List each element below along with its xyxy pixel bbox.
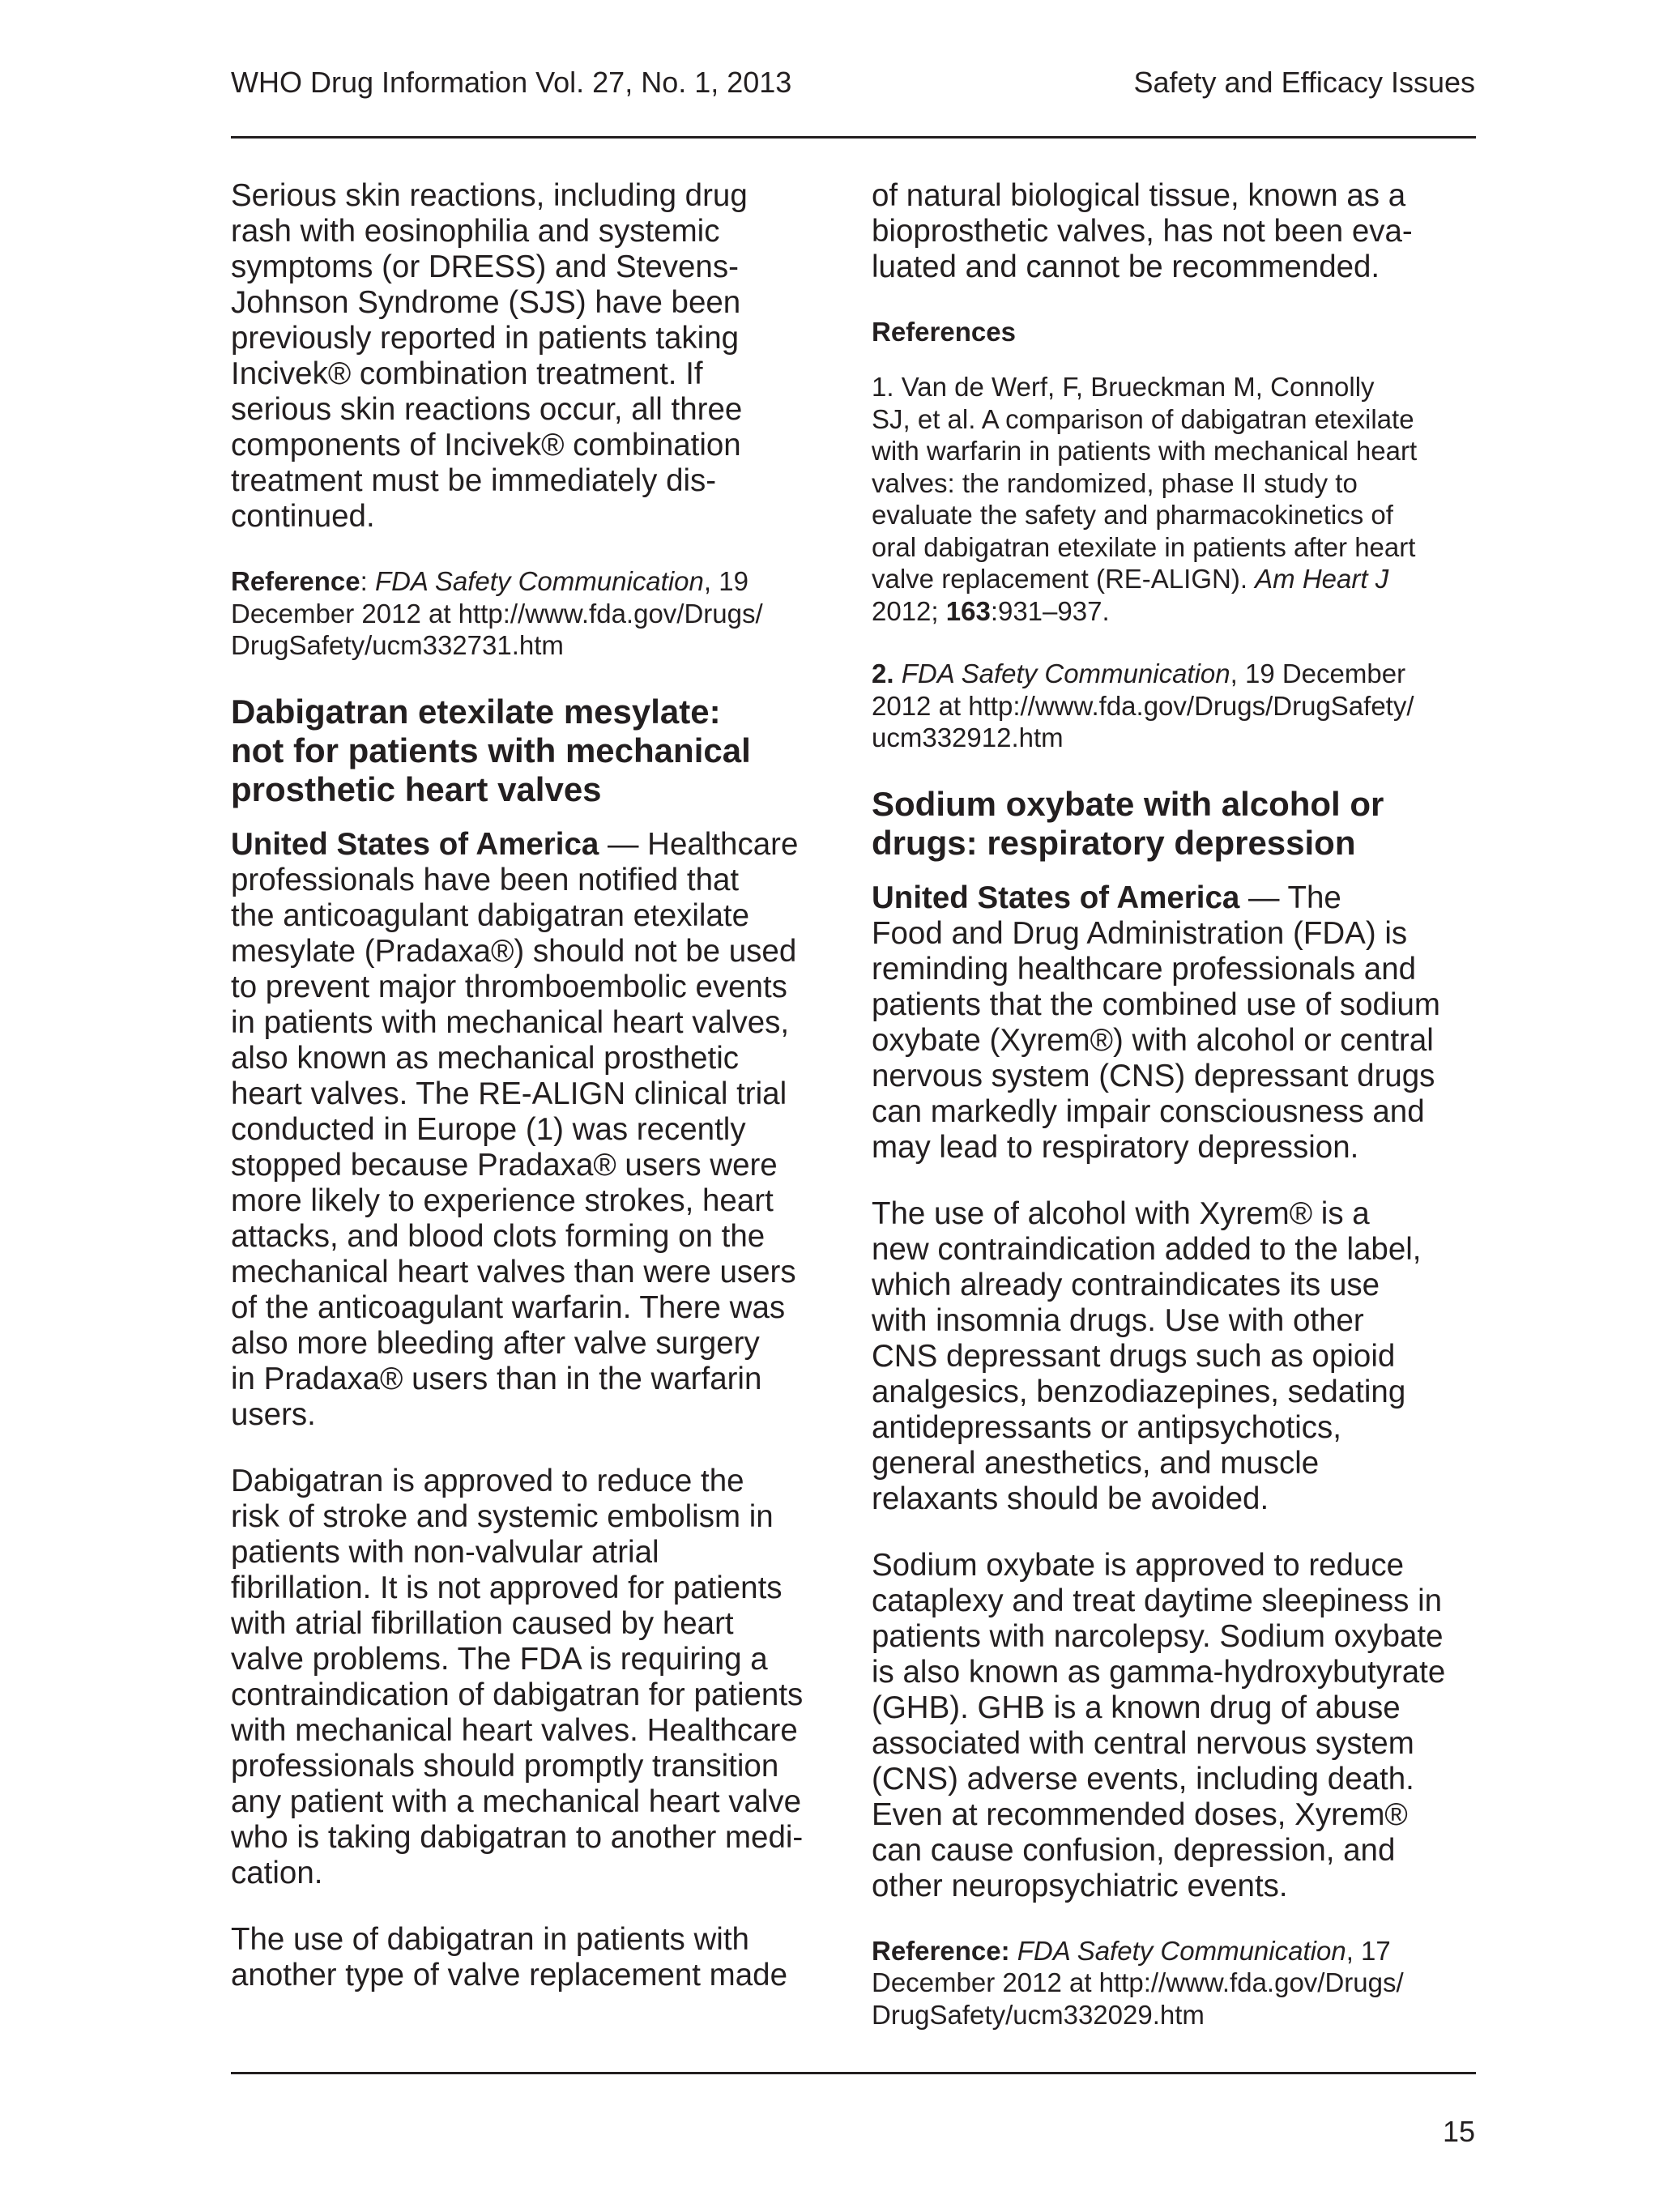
- reference-source: FDA Safety Communication: [1017, 1935, 1346, 1966]
- sodium-oxybate-reference: [872, 1935, 1478, 2031]
- reference-1: [872, 371, 1478, 627]
- reference-2-number: 2.: [872, 658, 894, 688]
- page-number: 15: [1442, 2115, 1475, 2148]
- sodium-oxybate-paragraph-1: [872, 880, 1478, 1166]
- right-column: [872, 178, 1478, 2061]
- sodium-oxybate-paragraph-1-text: — The Food and Drug Administration (FDA) is reminding healthcare professionals and patients that the combined use of sodium oxybate (Xyrem®) with alcohol or central nervous system (CNS) depressant drugs can markedly impair consciousness and may lead to respiratory depression.: [872, 880, 1440, 1165]
- references-heading: References: [872, 317, 1016, 347]
- sodium-oxybate-paragraph-2: The use of alcohol with Xyrem® is a new contraindication added to the label, which already contraindicates its use with insomnia drugs. Use with other CNS depressant drugs such as opioid analgesics, benzodiazepines, sedating antidepressants or antipsychotics, general anesthetics, and muscle relaxants should be avoided.: [872, 1196, 1422, 1516]
- dabigatran-paragraph-3-continued: of natural biological tissue, known as a bioprosthetic valves, has not been eva- luated and cannot be recommended.: [872, 178, 1413, 284]
- reference-source: FDA Safety Communication: [374, 566, 704, 596]
- incivek-reference: [231, 565, 830, 662]
- footer-rule: [231, 2072, 1476, 2074]
- dabigatran-paragraph-3: The use of dabigatran in patients with another type of valve replacement made: [231, 1921, 787, 1993]
- country-lead: United States of America: [872, 880, 1240, 915]
- reference-2-details: , 19 December 2012 at http://www.fda.gov/Drugs/DrugSafety/ ucm332912.htm: [872, 658, 1414, 752]
- dabigatran-paragraph-2: Dabigatran is approved to reduce the risk of stroke and systemic embolism in patients with non-valvular atrial fibrillation. It is not approved for patients with atrial fibrillation caused by heart valve problems. The FDA is requiring a contraindication of dabigatran for patients with mechanical heart valves. Healthcare professionals should promptly transition any patient with a mechanical heart valve who is taking dabigatran to another medi- cation.: [231, 1463, 804, 1890]
- left-column: [231, 178, 830, 2024]
- dabigatran-paragraph-1-text: — Healthcare professionals have been notified that the anticoagulant dabigatran etexilate mesylate (Pradaxa®) should not be used to prevent major thromboembolic events in patients with mechanical heart valves, also known as mechanical prosthetic heart valves. The RE-ALIGN clinical trial conducted in Europe (1) was recently stopped because Pradaxa® users were more likely to experience strokes, heart attacks, and blood clots forming on the mechanical heart valves than were users of the anticoagulant warfarin. There was also more bleeding after valve surgery in Pradaxa® users than in the warfarin users.: [231, 826, 799, 1432]
- reference-details: , 17 December 2012 at http://www.fda.gov/Drugs/ DrugSafety/ucm332029.htm: [872, 1935, 1404, 2030]
- dabigatran-paragraph-1: [231, 827, 830, 1433]
- reference-1-journal: Am Heart J: [1255, 564, 1389, 594]
- running-header-title: WHO Drug Information Vol. 27, No. 1, 2013: [231, 66, 792, 99]
- incivek-paragraph: Serious skin reactions, including drug rash with eosinophilia and systemic symptoms (or DRESS) and Stevens- Johnson Syndrome (SJS) have been previously reported in patients taking Incivek® combination treatment. If serious skin reactions occur, all three components of Incivek® combination treatment must be immediately dis- continued.: [231, 178, 748, 534]
- reference-details: , 19 December 2012 at http://www.fda.gov/Drugs/ DrugSafety/ucm332731.htm: [231, 566, 763, 660]
- reference-label: Reference: [231, 566, 360, 596]
- reference-separator: :: [360, 566, 375, 596]
- reference-1-year: 2012;: [872, 595, 939, 626]
- country-lead: United States of America: [231, 826, 599, 862]
- sodium-oxybate-paragraph-3: Sodium oxybate is approved to reduce cataplexy and treat daytime sleepiness in patients with narcolepsy. Sodium oxybate is also known as gamma-hydroxybutyrate (GHB). GHB is a known drug of abuse associated with central nervous system (CNS) adverse events, including death. Even at recommended doses, Xyrem® can cause confusion, depression, and other neuropsychiatric events.: [872, 1547, 1446, 1903]
- header-rule: [231, 136, 1476, 139]
- reference-1-pages: :931–937.: [990, 595, 1110, 626]
- reference-1-text: 1. Van de Werf, F, Brueckman M, Connolly SJ, et al. A comparison of dabigatran etexilate with warfarin in patients with mechanical heart valves: the randomized, phase II study to evaluate the safety and pharmacokinetics of oral dabigatran etexilate in patients after heart valve replacement (RE-ALIGN).: [872, 372, 1418, 594]
- running-header-section: Safety and Efficacy Issues: [1133, 66, 1475, 99]
- reference-label: Reference:: [872, 1935, 1010, 1966]
- reference-separator: [1010, 1936, 1017, 1966]
- reference-2: [872, 658, 1478, 754]
- dabigatran-heading: Dabigatran etexilate mesylate: not for patients with mechanical prosthetic heart valves: [231, 692, 751, 808]
- reference-1-volume: 163: [945, 595, 991, 626]
- sodium-oxybate-heading: Sodium oxybate with alcohol or drugs: respiratory depression: [872, 784, 1384, 862]
- reference-2-source: FDA Safety Communication: [901, 658, 1230, 688]
